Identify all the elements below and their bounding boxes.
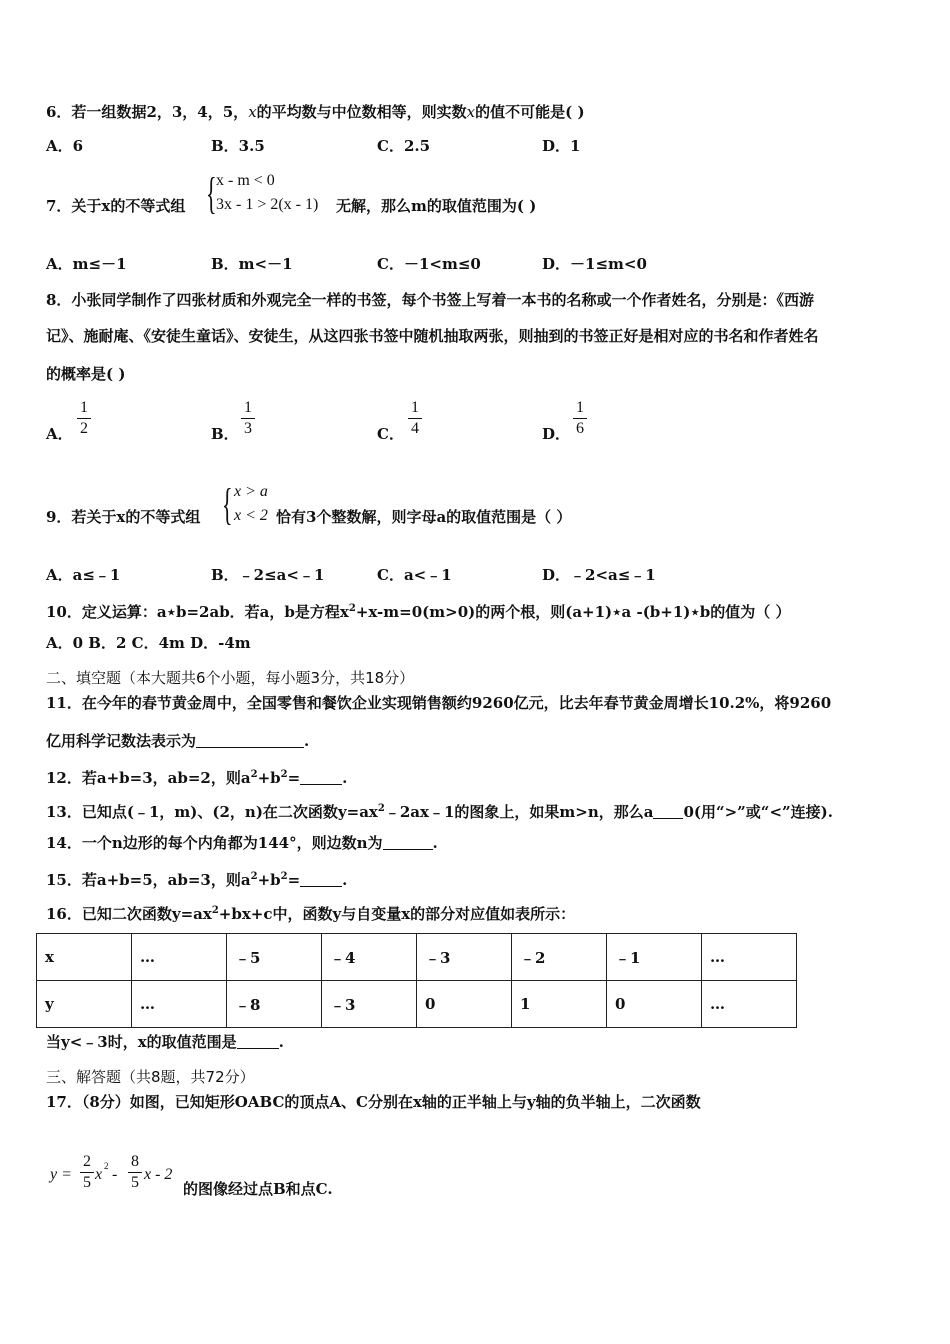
q8-option-b-fraction: 1 3 xyxy=(241,399,255,438)
q11-answer-blank[interactable] xyxy=(196,733,304,748)
q7-option-c: C．－1<m≤0 xyxy=(377,255,481,273)
q9-system-line2: x < 2 xyxy=(234,507,268,524)
q17-suffix: 的图像经过点B和点C. xyxy=(183,1180,333,1198)
table-cell: ﹣4 xyxy=(322,934,417,981)
q12-answer-blank[interactable] xyxy=(300,770,342,785)
table-cell: 0 xyxy=(607,981,702,1028)
q8-option-c-label: C． xyxy=(377,425,404,443)
q11-line2: 亿用科学记数法表示为 . xyxy=(46,732,310,750)
q17-line1: 17．（8分）如图，已知矩形OABC的顶点A、C分别在x轴的正半轴上与y轴的负半轴上，二次函数 xyxy=(46,1093,701,1111)
q9-option-d: D．﹣2<a≤﹣1 xyxy=(542,566,656,584)
table-row-y xyxy=(37,981,797,1028)
q6-option-c: C．2.5 xyxy=(377,137,431,155)
q8-option-a-label: A． xyxy=(46,425,73,443)
q8-line2: 记》、施耐庵、《安徒生童话》、安徒生，从这四张书签中随机抽取两张，则抽到的书签正好是相对应的书名和作者姓名 xyxy=(46,327,819,345)
table-cell: y xyxy=(37,981,132,1028)
q7-system-line1: x - m < 0 xyxy=(216,172,275,189)
q8-option-a-fraction: 1 2 xyxy=(77,399,91,438)
table-cell: … xyxy=(132,981,227,1028)
q6-option-a: A．6 xyxy=(46,137,84,155)
table-cell: ﹣2 xyxy=(512,934,607,981)
q8-line1: 8．小张同学制作了四张材质和外观完全一样的书签，每个书签上写着一本书的名称或一个作者姓名，分别是：《西游 xyxy=(46,291,814,309)
q11-line1: 11．在今年的春节黄金周中，全国零售和餐饮企业实现销售额约9260亿元，比去年春节黄金周增长10.2%，将9260 xyxy=(46,694,832,712)
table-cell: x xyxy=(37,934,132,981)
table-cell: ﹣3 xyxy=(322,981,417,1028)
q9-system-line1: x > a xyxy=(234,483,268,500)
q9-brace: { xyxy=(222,480,233,529)
q7-system-line2: 3x - 1 > 2(x - 1) xyxy=(216,196,319,213)
table-cell: ﹣8 xyxy=(227,981,322,1028)
table-cell: ﹣3 xyxy=(417,934,512,981)
q9-suffix: 恰有3个整数解，则字母a的取值范围是（ ） xyxy=(276,508,572,526)
q7-brace: { xyxy=(206,169,217,218)
table-cell: 1 xyxy=(512,981,607,1028)
q8-option-c-fraction: 1 4 xyxy=(408,399,422,438)
q6-option-b: B．3.5 xyxy=(211,137,265,155)
q17-fraction-1: 2 5 xyxy=(80,1153,94,1192)
q17-fraction-2: 8 5 xyxy=(128,1153,142,1192)
table-cell: … xyxy=(702,934,797,981)
q7-suffix: 无解，那么m的取值范围为( ) xyxy=(336,197,537,215)
q13-answer-blank[interactable] xyxy=(653,804,683,819)
q16-follow-up: 当y<﹣3时，x的取值范围是 . xyxy=(46,1033,284,1051)
q7-prefix: 7．关于x的不等式组 xyxy=(46,197,186,215)
q14-answer-blank[interactable] xyxy=(383,835,433,850)
q16-value-table xyxy=(36,933,797,1028)
q13-stem: 13．已知点(﹣1，m)、(2，n)在二次函数$y=ax^2﹣2ax﹣1$的图象上，如果m>n，那么a 0(用“>”或“<”连接). xyxy=(46,803,833,821)
q7-option-b: B．m<－1 xyxy=(211,255,293,273)
q9-option-a: A．a≤﹣1 xyxy=(46,566,121,584)
q16-stem: 16．已知二次函数$y=ax^2+bx+c$中，函数y与自变量x的部分对应值如表所示： xyxy=(46,905,576,923)
q6-option-d: D．1 xyxy=(542,137,581,155)
table-cell: … xyxy=(132,934,227,981)
q8-option-b-label: B． xyxy=(211,425,239,443)
q9-option-b: B．﹣2≤a<﹣1 xyxy=(211,566,325,584)
table-cell: … xyxy=(702,981,797,1028)
q9-option-c: C．a<﹣1 xyxy=(377,566,452,584)
table-cell: ﹣1 xyxy=(607,934,702,981)
q6-stem: 6．若一组数据2，3，4，5，x的平均数与中位数相等，则实数x的值不可能是( ) xyxy=(46,103,585,121)
q7-option-a: A．m≤－1 xyxy=(46,255,127,273)
q10-stem: 10．定义运算：a⋆b=2ab．若a，b是方程$x^2+x-m=0(m>0)$的两个根，则(a+1)⋆a -(b+1)⋆b的值为（ ） xyxy=(46,603,791,621)
q16-answer-blank[interactable] xyxy=(237,1034,279,1049)
q8-line3: 的概率是( ) xyxy=(46,365,126,383)
q9-prefix: 9．若关于x的不等式组 xyxy=(46,508,201,526)
table-cell: ﹣5 xyxy=(227,934,322,981)
q7-inequality-system xyxy=(206,170,336,220)
q15-stem: 15．若a+b=5，ab=3，则$a^2+b^2=$ . xyxy=(46,871,348,889)
section-2-heading: 二、填空题（本大题共6个小题，每小题3分，共18分） xyxy=(46,669,415,687)
q15-answer-blank[interactable] xyxy=(300,872,342,887)
table-cell: 0 xyxy=(417,981,512,1028)
q14-stem: 14．一个n边形的每个内角都为144°，则边数n为 . xyxy=(46,834,438,852)
q7-option-d: D．－1≤m<0 xyxy=(542,255,647,273)
q12-stem: 12．若a+b=3，ab=2，则$a^2+b^2=$ . xyxy=(46,769,348,787)
section-3-heading: 三、解答题（共8题，共72分） xyxy=(46,1068,255,1086)
q9-inequality-system xyxy=(222,481,282,531)
q10-options: A．0 B．2 C．4m D．-4m xyxy=(46,634,251,652)
q8-option-d-label: D． xyxy=(542,425,571,443)
q8-option-d-fraction: 1 6 xyxy=(573,399,587,438)
q17-function-equation: y = 2 5 x 2 - 8 5 x - 2 xyxy=(50,1153,173,1191)
table-row-x xyxy=(37,934,797,981)
